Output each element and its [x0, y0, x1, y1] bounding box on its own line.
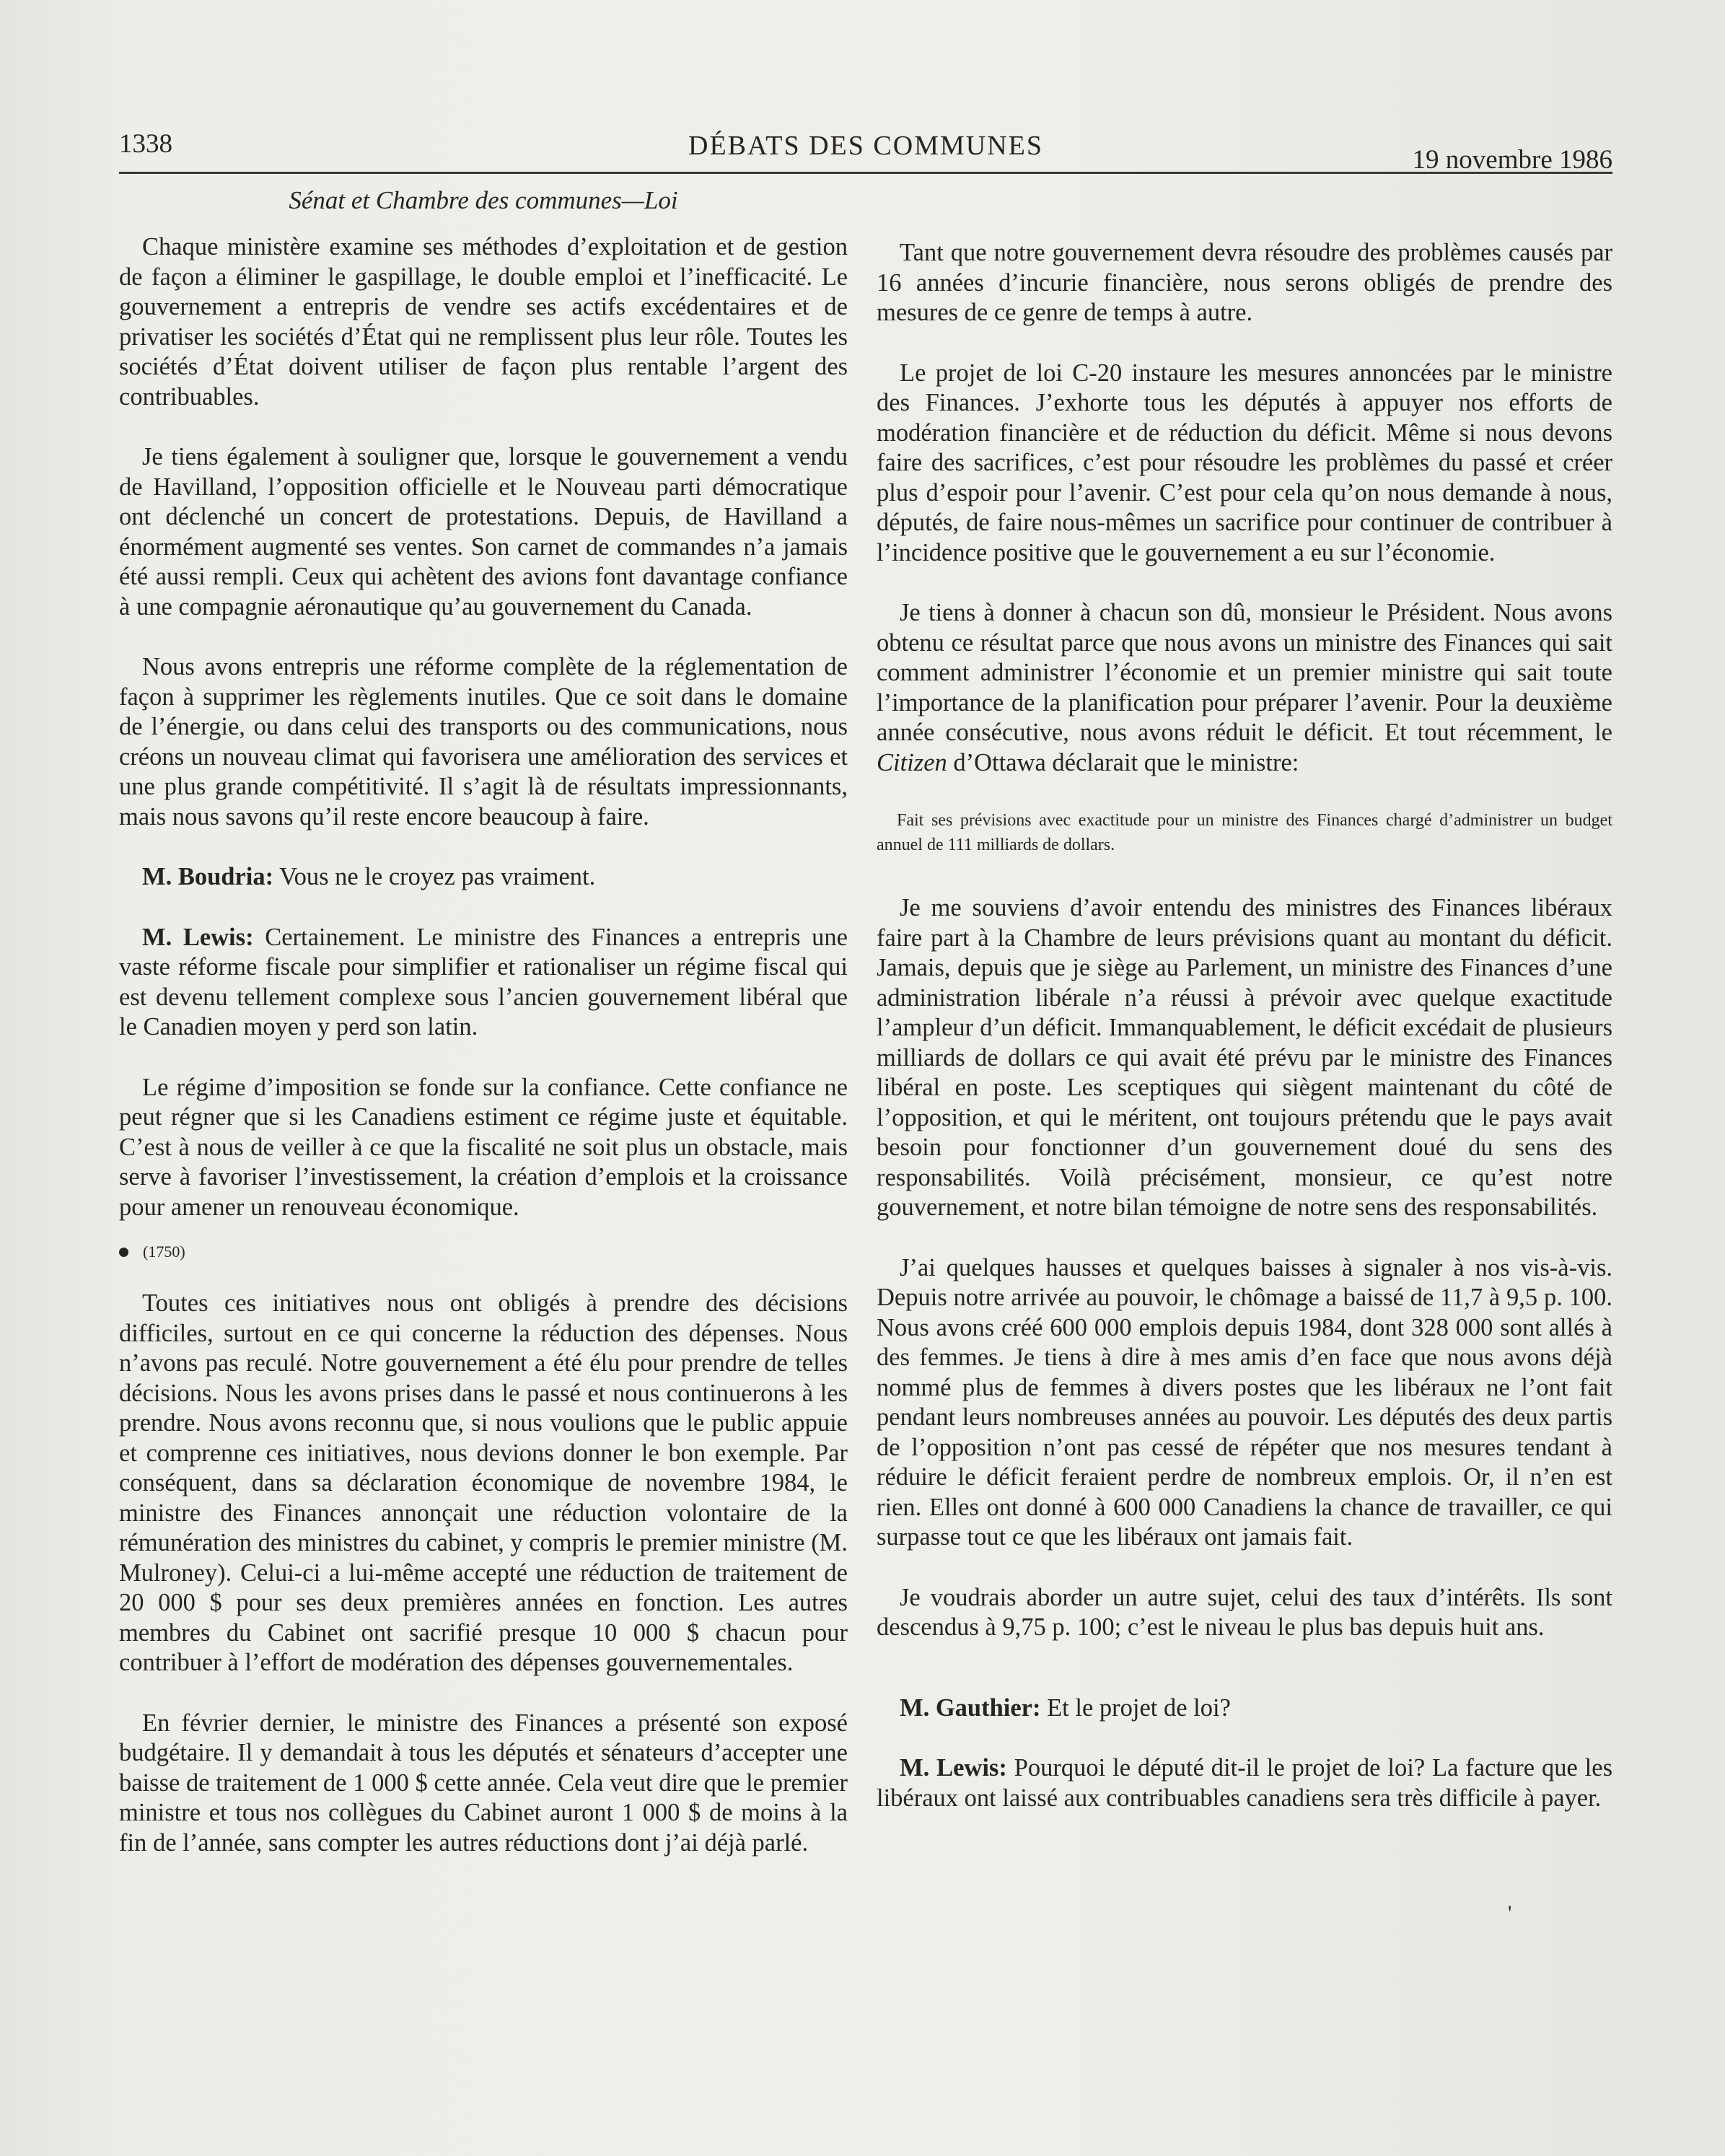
stray-mark: ' [1508, 1901, 1512, 1925]
paragraph: Le projet de loi C-20 instaure les mesures annoncées par le ministre des Finances. J’exhorte tous les députés à appuyer nos efforts de modération financière et de réduction du déficit. Même si nous devons faire des sacrifices, c’est pour résoudre les problèmes du passé et créer plus d’espoir pour l’avenir. C’est pour cela qu’on nous demande à nous, députés, de faire nous-mêmes un sacrifice pour continuer de contribuer à l’incidence positive que le gouvernement a eu sur l’économie. [877, 359, 1612, 566]
speech-text: Et le projet de loi? [1040, 1693, 1231, 1722]
newspaper-name: Citizen [877, 748, 947, 776]
paragraph: Nous avons entrepris une réforme complète de la réglementation de façon à supprimer les règlements inutiles. Que ce soit dans le domaine de l’énergie, ou dans celui des transports ou des communications, nous créons un nouveau climat qui favorisera une amélioration des services et une plus grande compétitivité. Il s’agit là de résultats impressionnants, mais nous savons qu’il reste encore beaucoup à faire. [119, 653, 848, 831]
speech-boudria [119, 862, 848, 893]
block-quote: Fait ses prévisions avec exactitude pour un ministre des Finances chargé d’administrer un budget annuel de 111 milliards de dollars. [877, 811, 1612, 854]
left-column [119, 232, 848, 1888]
bullet-icon [119, 1248, 128, 1257]
paragraph: Tant que notre gouvernement devra résoudre des problèmes causés par 16 années d’incurie financière, nous serons obligés de prendre des mesures de ce genre de temps à autre. [877, 239, 1612, 326]
speaker-name: M. Lewis: [142, 923, 254, 951]
speech-lewis [119, 923, 848, 1043]
time-marker-text: (1750) [143, 1243, 185, 1261]
right-column [877, 238, 1612, 1844]
paragraph: Chaque ministère examine ses méthodes d’exploitation et de gestion de façon a éliminer le gaspillage, le double emploi et l’inefficacité. Le gouvernement a entrepris de vendre ses actifs excédentaires et de privatiser les sociétés d’État qui ne remplissent plus leur rôle. Toutes les sociétés d’État doivent utiliser de façon plus rentable l’argent des contribuables. [119, 233, 848, 411]
paragraph: Je voudrais aborder un autre sujet, celui des taux d’intérêts. Ils sont descendus à 9,75 p. 100; c’est le niveau le plus bas depuis huit ans. [877, 1583, 1612, 1641]
paragraph: Je me souviens d’avoir entendu des ministres des Finances libéraux faire part à la Chambre de leurs prévisions quant au montant du déficit. Jamais, depuis que je siège au Parlement, un ministre des Finances d’une administration libérale n’a réussi à prévoir avec quelque exactitude l’ampleur d’un déficit. Immanquablement, le déficit excédait de plusieurs milliards de dollars ce qui avait été prévu par le ministre des Finances libéral en poste. Les sceptiques qui siègent maintenant du côté de l’opposition, et qui le méritent, ont toujours prétendu que le pays avait besoin pour fonctionner d’un gouvernement doué du sens des responsabilités. Voilà précisément, monsieur, ce qu’est notre gouvernement, et notre bilan témoigne de notre sens des responsabilités. [877, 894, 1612, 1221]
paragraph: En février dernier, le ministre des Finances a présenté son exposé budgétaire. Il y demandait à tous les députés et sénateurs d’accepter une baisse de traitement de 1 000 $ cette année. Cela veut dire que le premier ministre et tous nos collègues du Cabinet auront 1 000 $ de moins à la fin de l’année, sans compter les autres réductions dont j’ai déjà parlé. [119, 1709, 848, 1857]
page-header [119, 128, 1612, 174]
speaker-name: M. Lewis: [900, 1754, 1007, 1782]
speaker-name: M. Gauthier: [900, 1693, 1041, 1722]
speech-text: Certainement. Le ministre des Finances a entrepris une vaste réforme fiscale pour simplifier et rationaliser un régime fiscal qui est devenu tellement complexe sous l’ancien gouvernement libéral que le Canadien moyen y perd son latin. [119, 923, 848, 1040]
paragraph: Je tiens également à souligner que, lorsque le gouvernement a vendu de Havilland, l’opposition officielle et le Nouveau parti démocratique ont déclenché un concert de protestations. Depuis, de Havilland a énormément augmenté ses ventes. Son carnet de commandes n’a jamais été aussi rempli. Ceux qui achètent des avions font davantage confiance à une compagnie aéronautique qu’au gouvernement du Canada. [119, 443, 848, 621]
paragraph-text: d’Ottawa déclarait que le ministre: [947, 748, 1299, 776]
publication-date: 19 novembre 1986 [1412, 145, 1612, 175]
speech-gauthier [877, 1693, 1612, 1724]
running-head: Sénat et Chambre des communes—Loi [289, 186, 678, 214]
journal-title: DÉBATS DES COMMUNES [688, 131, 1043, 161]
speech-text: Vous ne le croyez pas vraiment. [273, 863, 596, 890]
page-number: 1338 [119, 129, 172, 159]
paragraph-text: Je tiens à donner à chacun son dû, monsieur le Président. Nous avons obtenu ce résultat parce que nous avons un ministre des Finances qui sait comment administrer l’économie et un premier ministre qui sait toute l’importance de la planification pour préparer l’avenir. Pour la deuxième année consécutive, nous avons réduit le déficit. Et tout récemment, le [877, 599, 1612, 746]
paragraph: Le régime d’imposition se fonde sur la confiance. Cette confiance ne peut régner que si les Canadiens estiment ce régime juste et équitable. C’est à nous de veiller à ce que la fiscalité ne soit plus un obstacle, mais serve à favoriser l’investissement, la création d’emplois et la croissance pour amener un renouveau économique. [119, 1073, 848, 1221]
speech-lewis [877, 1753, 1612, 1813]
speech-text: Pourquoi le député dit-il le projet de loi? La facture que les libéraux ont laissé aux contribuables canadiens sera très difficile à payer. [877, 1754, 1612, 1812]
paragraph: J’ai quelques hausses et quelques baisses à signaler à nos vis-à-vis. Depuis notre arrivée au pouvoir, le chômage a baissé de 11,7 à 9,5 p. 100. Nous avons créé 600 000 emplois depuis 1984, dont 328 000 sont allés à des femmes. Je tiens à dire à mes amis d’en face que nous avons déjà nommé plus de femmes à divers postes que les libéraux ne l’ont fait pendant leurs nombreuses années au pouvoir. Les députés des deux partis de l’opposition n’ont pas cessé de répéter que nos mesures tendant à réduire le déficit feraient perdre de nombreux emplois. Or, il n’en est rien. Elles ont donné à 600 000 Canadiens la chance de travailler, ce qui surpasse tout ce que les libéraux ont jamais fait. [877, 1253, 1612, 1551]
speaker-name: M. Boudria: [142, 863, 274, 890]
time-marker [119, 1243, 848, 1261]
paragraph [877, 598, 1612, 778]
paragraph: Toutes ces initiatives nous ont obligés à prendre des décisions difficiles, surtout en ce qui concerne la réduction des dépenses. Nous n’avons pas reculé. Notre gouvernement a été élu pour prendre de telles décisions. Nous les avons prises dans le passé et nous continuerons à les prendre. Nous avons reconnu que, si nous voulions que le public appuie et comprenne ces initiatives, nous devions donner le bon exemple. Par conséquent, dans sa déclaration économique de novembre 1984, le ministre des Finances annonçait une réduction volontaire de la rémunération des ministres du cabinet, y compris le premier ministre (M. Mulroney). Celui-ci a lui-même accepté une réduction de traitement de 20 000 $ pour ses deux premières années en fonction. Les autres membres du Cabinet ont sacrifié presque 10 000 $ chacun pour contribuer à l’effort de modération des dépenses gouvernementales. [119, 1289, 848, 1676]
